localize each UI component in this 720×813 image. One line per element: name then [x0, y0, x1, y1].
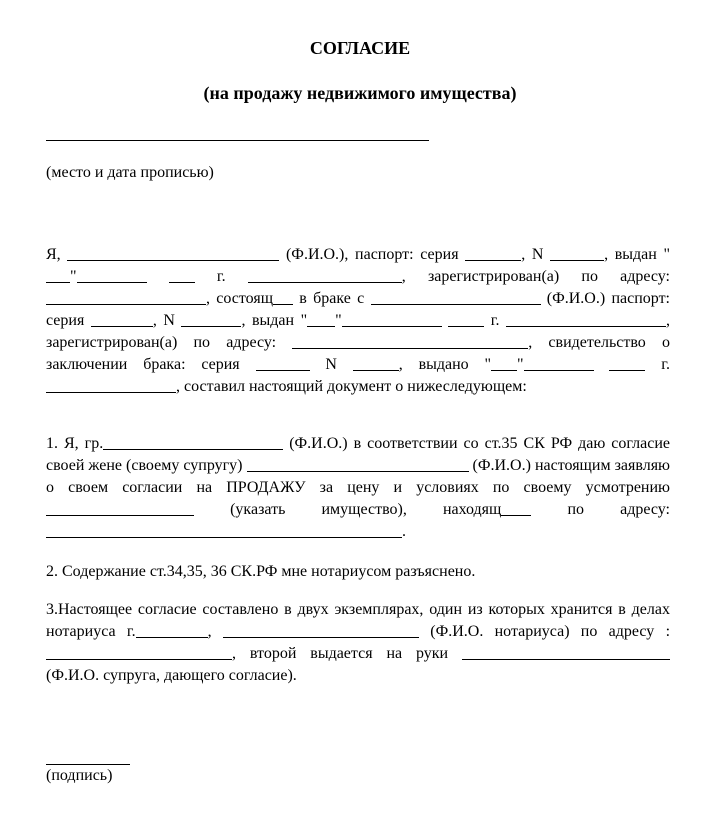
fill-in-blank[interactable]: [448, 312, 484, 327]
clause-1: 1. Я, гр. (Ф.И.О.) в соответствии со ст.35 СК РФ даю согласие своей жене (своему супругу) (Ф.И.О.) настоящим заявляю о своем согласии на ПРОДАЖУ за цену и условиях по своему усмотрению (указать имущество), находящ по адресу: .: [46, 435, 670, 540]
fill-in-blank[interactable]: [353, 356, 399, 371]
fill-in-blank[interactable]: [292, 334, 528, 349]
fill-in-blank[interactable]: [46, 523, 402, 538]
clause-2: 2. Содержание ст.34,35, 36 СК.РФ мне нотариусом разъяснено.: [46, 563, 476, 580]
fill-in-blank[interactable]: [136, 623, 208, 638]
fill-in-blank[interactable]: [491, 356, 517, 371]
fill-in-blank[interactable]: [462, 645, 670, 660]
fill-in-blank[interactable]: [46, 378, 176, 393]
signature-blank[interactable]: [46, 764, 130, 765]
document-title: СОГЛАСИЕ: [309, 38, 411, 58]
fill-in-blank[interactable]: [506, 312, 666, 327]
fill-in-blank[interactable]: [46, 501, 194, 516]
fill-in-blank[interactable]: [103, 435, 283, 450]
fill-in-blank[interactable]: [46, 268, 70, 283]
fill-in-blank[interactable]: [465, 246, 521, 261]
fill-in-blank[interactable]: [248, 268, 402, 283]
fill-in-blank[interactable]: [550, 246, 604, 261]
fill-in-blank[interactable]: [371, 290, 541, 305]
intro-paragraph: Я, (Ф.И.О.), паспорт: серия , N , выдан "" г. , зарегистрирован(а) по адресу: , состоящ в браке с (Ф.И.О.) паспорт: серия , N , выдан " " г. , зарегистрирован(а) по адресу: , свидетельство о заключении брака: серия N , выдано " " г. , составил настоящий документ о нижеследующем:: [46, 246, 671, 395]
fill-in-blank[interactable]: [256, 356, 310, 371]
fill-in-blank[interactable]: [223, 623, 419, 638]
place-date-blank[interactable]: [46, 140, 429, 141]
fill-in-blank[interactable]: [181, 312, 241, 327]
fill-in-blank[interactable]: [342, 312, 442, 327]
fill-in-blank[interactable]: [91, 312, 153, 327]
fill-in-blank[interactable]: [273, 290, 293, 305]
fill-in-blank[interactable]: [501, 501, 531, 516]
fill-in-blank[interactable]: [46, 290, 206, 305]
signature-label: (подпись): [46, 767, 113, 784]
fill-in-blank[interactable]: [247, 457, 469, 472]
fill-in-blank[interactable]: [307, 312, 335, 327]
fill-in-blank[interactable]: [46, 645, 232, 660]
fill-in-blank[interactable]: [169, 268, 195, 283]
fill-in-blank[interactable]: [77, 268, 147, 283]
clause-3: 3.Настоящее согласие составлено в двух экземплярах, один из которых хранится в делах нотариуса г. , (Ф.И.О. нотариуса) по адресу : , второй выдается на руки (Ф.И.О. супруга, дающего согласие).: [46, 601, 671, 684]
document-subtitle: (на продажу недвижимого имущества): [203, 83, 517, 103]
fill-in-blank[interactable]: [609, 356, 645, 371]
fill-in-blank[interactable]: [524, 356, 594, 371]
place-date-label: (место и дата прописью): [46, 164, 214, 181]
fill-in-blank[interactable]: [67, 246, 279, 261]
